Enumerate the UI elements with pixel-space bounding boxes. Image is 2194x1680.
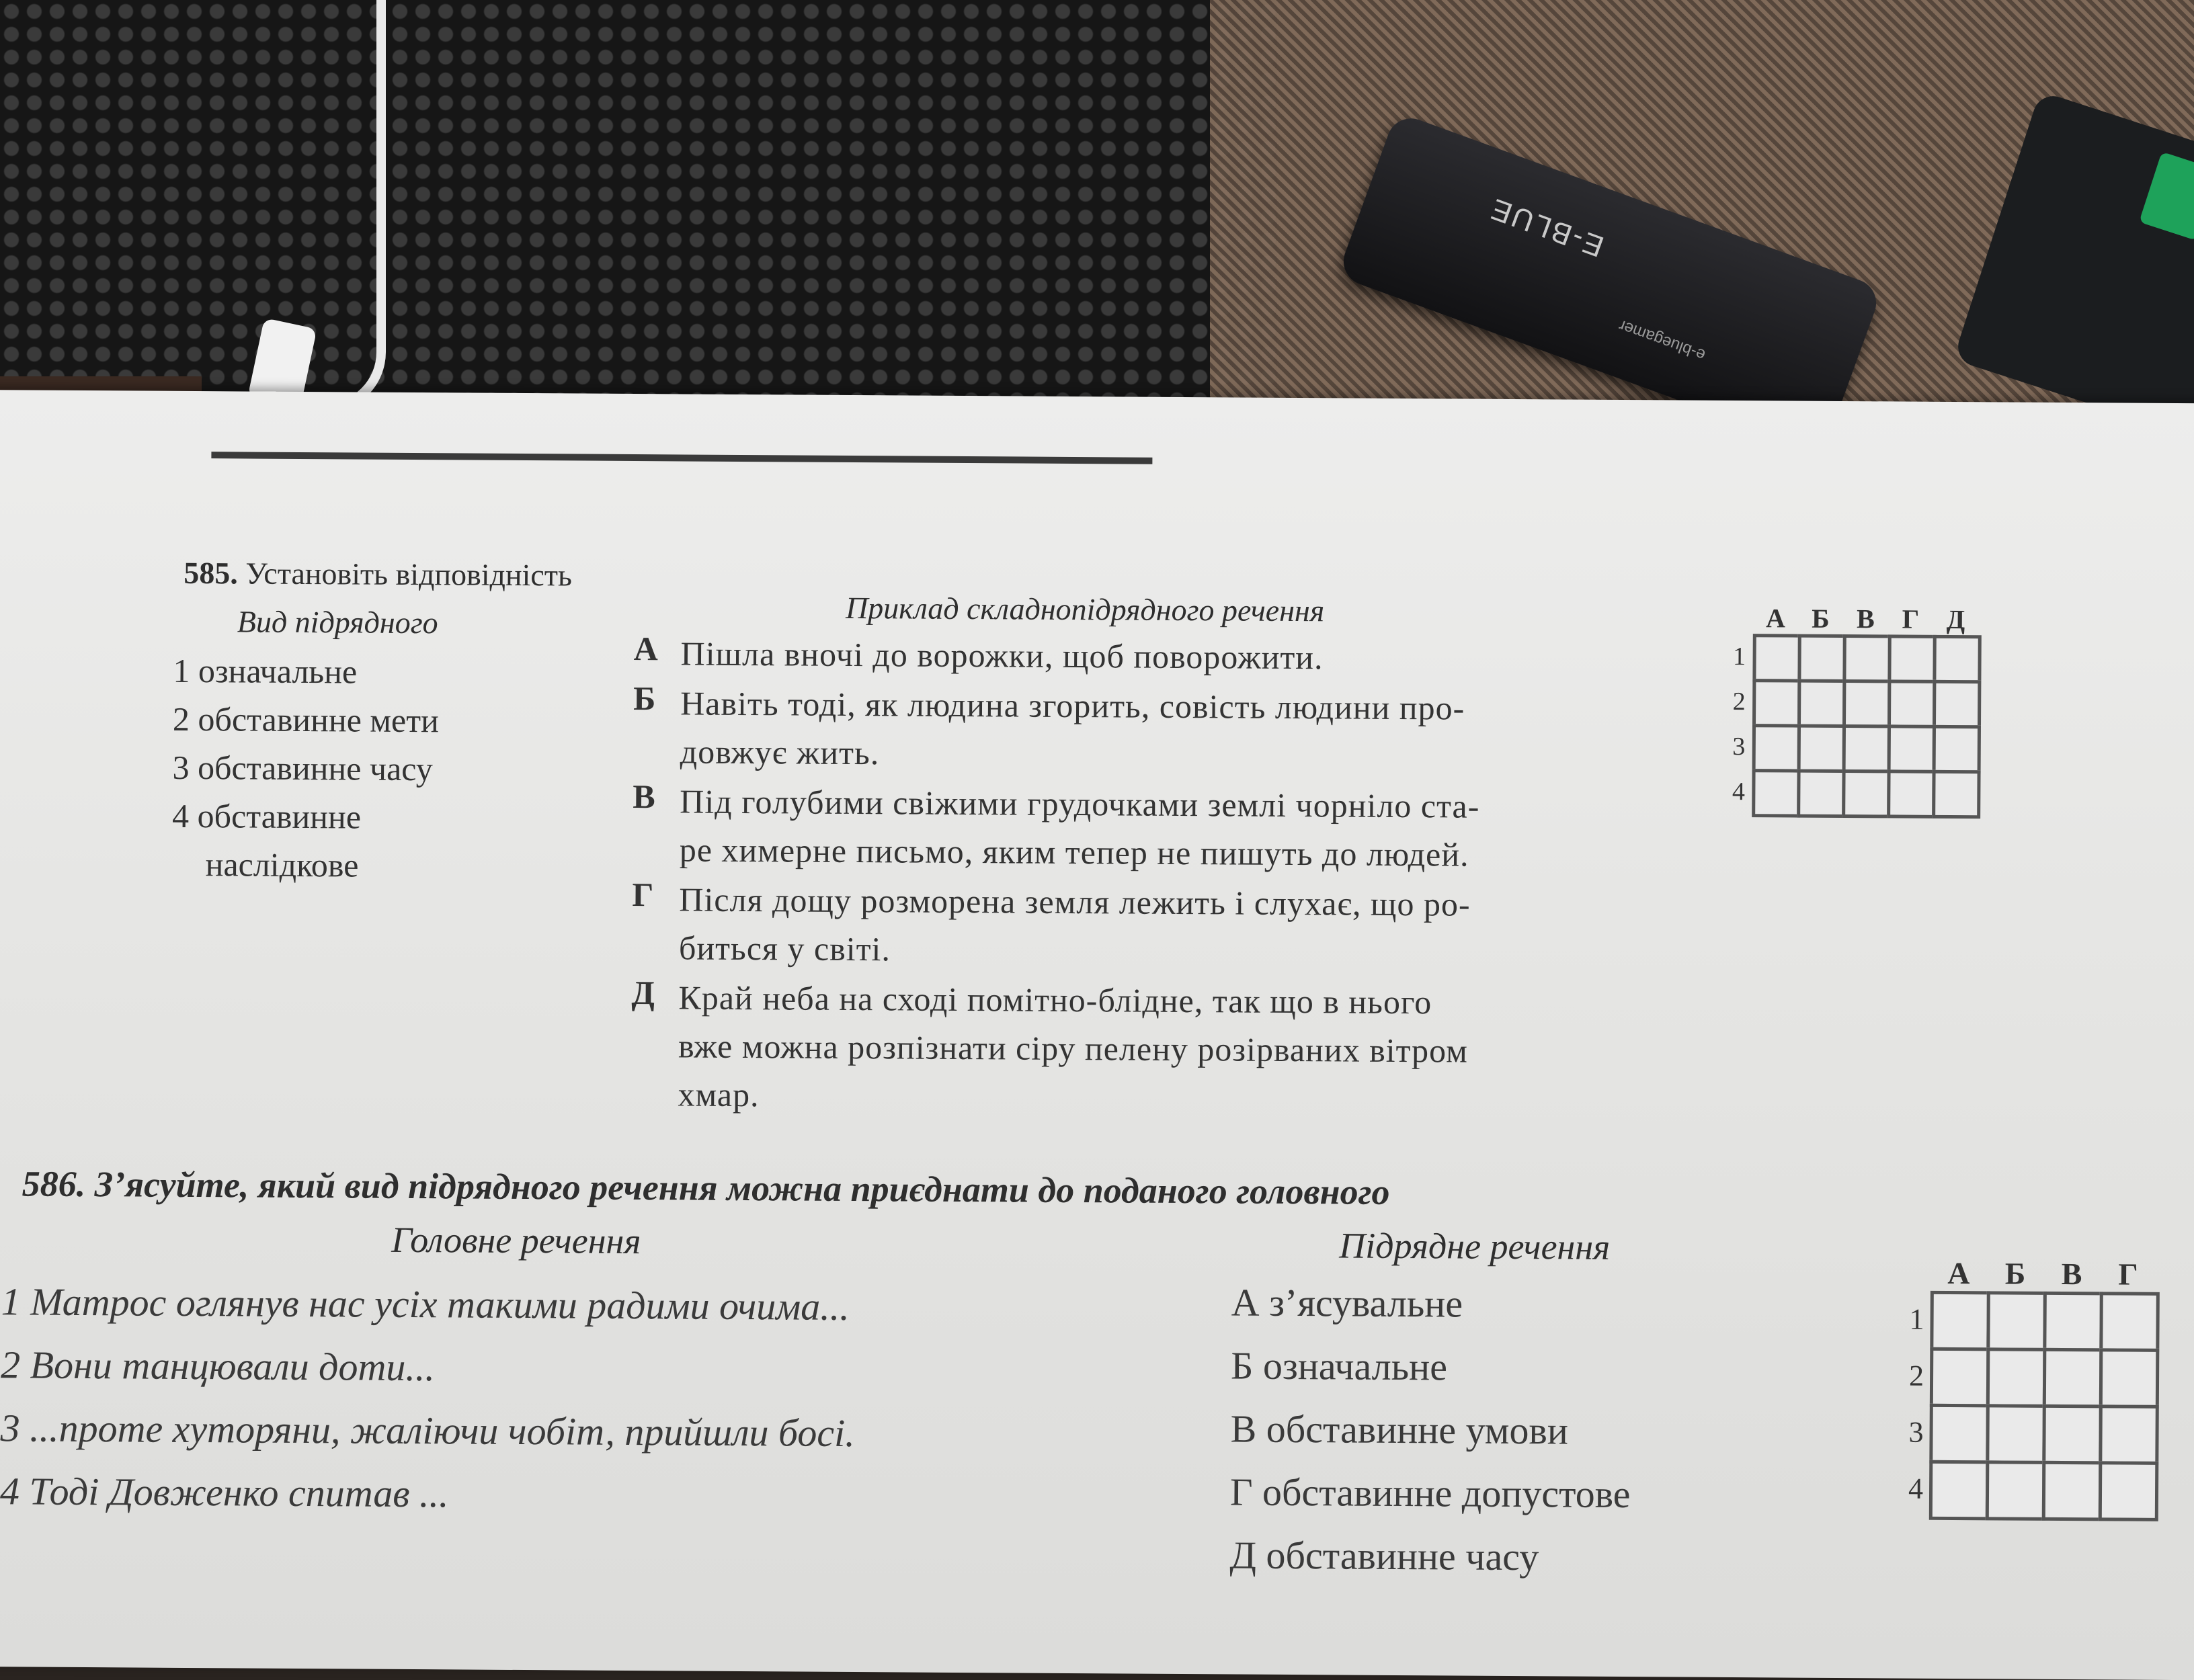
answer-cell[interactable] [1842, 679, 1891, 728]
exercise-585-heading [184, 555, 572, 593]
answer-cell[interactable] [1752, 724, 1801, 772]
option-text: хмар. [678, 1075, 760, 1114]
grid-row-number: 4 [1908, 1472, 1924, 1505]
option-text: Після дощу розморена земля лежить і слухає, що ро- [679, 880, 1471, 923]
grid-column-headers [1931, 1255, 2156, 1292]
grid-column-header: Б [2004, 1256, 2026, 1291]
exercise-586-heading [22, 1163, 1390, 1212]
answer-cell[interactable] [1986, 1347, 2047, 1408]
grid-row-number: 2 [1732, 687, 1746, 716]
grid-column-header: Д [1946, 603, 1965, 635]
answer-cell[interactable] [1930, 1347, 1990, 1408]
option-a [633, 629, 1789, 685]
device-brand-label: E-BLUE [1485, 192, 1609, 263]
list-item: 1 Матрос оглянув нас усіх такими радими очима... [1, 1279, 850, 1329]
exercise-number: 586. [22, 1163, 86, 1205]
option-letter: В [633, 778, 655, 816]
answer-cell[interactable] [1842, 769, 1890, 818]
grid-row-number: 3 [1908, 1415, 1924, 1449]
device-subtext: e-bluegamer [1616, 316, 1708, 364]
grid-row-number: 4 [1732, 777, 1746, 806]
answer-cell[interactable] [2099, 1292, 2160, 1352]
answer-cell[interactable] [1933, 680, 1981, 728]
answer-cell[interactable] [1929, 1404, 1990, 1464]
column-header-right: Приклад складнопідрядного речення [845, 590, 1325, 628]
column-header-left: Вид підрядного [237, 604, 438, 640]
exercise-number: 585. [184, 555, 238, 591]
option-h [632, 875, 1789, 979]
list-item: Б означальне [1230, 1343, 1448, 1389]
grid-row [1725, 769, 1977, 815]
list-item: Г обставинне допустове [1229, 1470, 1631, 1517]
list-item: А з’ясувальне [1231, 1280, 1463, 1326]
main-clause-list [0, 1270, 856, 1528]
black-mat [0, 0, 1277, 430]
answer-cell[interactable] [1797, 769, 1845, 818]
example-sentence-list [631, 629, 1789, 1126]
grid-row [1725, 724, 1978, 770]
answer-cell[interactable] [2099, 1404, 2159, 1465]
answer-cell[interactable] [1797, 679, 1846, 728]
answer-cell[interactable] [2099, 1348, 2160, 1409]
list-item: Д обставинне часу [1229, 1533, 1539, 1579]
grid-row [1902, 1460, 2156, 1518]
answer-cell[interactable] [1752, 769, 1800, 817]
green-key [2139, 152, 2194, 241]
grid-column-headers [1753, 602, 1978, 635]
answer-cell[interactable] [2099, 1461, 2159, 1521]
answer-cell[interactable] [1986, 1291, 2047, 1351]
option-text: Край неба на сході помітно-блідне, так що в нього [678, 978, 1432, 1021]
option-letter: Г [632, 876, 654, 914]
answer-cell[interactable] [1842, 724, 1891, 773]
column-header-right: Підрядне речення [1339, 1225, 1611, 1267]
option-text: Пішла вночі до ворожки, щоб поворожити. [680, 634, 1324, 677]
answer-cell[interactable] [1929, 1460, 1990, 1521]
grid-column-header: В [1856, 603, 1875, 634]
option-v [633, 777, 1789, 881]
option-letter: А [633, 630, 658, 668]
grid-column-header: Б [1812, 603, 1830, 634]
grid-column-header: В [2061, 1257, 2082, 1292]
list-item: наслідкове [205, 845, 359, 884]
worksheet-page [0, 390, 2194, 1680]
grid-row [1903, 1291, 2156, 1349]
exercise-title: З’ясуйте, який вид підрядного речення можна приєднати до поданого головного [94, 1164, 1390, 1212]
list-item: 3 обставинне часу [172, 748, 433, 788]
answer-cell[interactable] [1932, 770, 1980, 818]
answer-cell[interactable] [2043, 1348, 2103, 1409]
answer-cell[interactable] [1752, 679, 1801, 727]
grid-column-header: А [1947, 1255, 1970, 1291]
grid-column-header: Г [2118, 1257, 2138, 1292]
answer-cell[interactable] [2042, 1461, 2103, 1521]
answer-cell[interactable] [1842, 634, 1891, 683]
list-item: 2 обставинне мети [172, 700, 439, 740]
answer-cell[interactable] [1887, 634, 1936, 683]
grid-row [1902, 1404, 2156, 1462]
option-text: Навіть тоді, як людина згорить, совість людини про- [680, 684, 1465, 727]
list-item: В обставинне умови [1230, 1406, 1569, 1453]
grid-row-number: 1 [1732, 642, 1746, 671]
grid-row [1725, 634, 1978, 680]
answer-grid-586 [1902, 1255, 2156, 1518]
grid-row [1903, 1347, 2156, 1405]
grid-row [1725, 679, 1978, 725]
answer-cell[interactable] [1933, 635, 1981, 683]
answer-cell[interactable] [1752, 634, 1801, 682]
exercise-title: Установіть відповідність [245, 556, 573, 593]
option-b [633, 679, 1790, 783]
grid-column-header: Г [1902, 603, 1920, 634]
grid-column-header: А [1765, 603, 1786, 634]
grid-row-number: 3 [1732, 732, 1746, 761]
answer-cell[interactable] [1986, 1404, 2046, 1464]
answer-cell[interactable] [2043, 1292, 2103, 1352]
option-text: Під голубими свіжими грудочками землі чорніло ста- [680, 782, 1480, 825]
answer-cell[interactable] [1986, 1460, 2046, 1521]
option-text: ре химерне письмо, яким тепер не пишуть до людей. [679, 831, 1469, 874]
answer-cell[interactable] [1930, 1291, 1990, 1351]
answer-grid-585 [1725, 602, 1978, 815]
list-item: 2 Вони танцювали доти... [0, 1343, 436, 1390]
option-text: биться у світі. [678, 929, 891, 968]
option-letter: Д [631, 974, 655, 1012]
clause-type-list [171, 646, 439, 890]
subordinate-type-list [1229, 1271, 1631, 1589]
list-item: 4 обставинне [171, 796, 362, 836]
header-rule [211, 452, 1152, 464]
answer-cell[interactable] [1887, 769, 1935, 818]
option-d [631, 973, 1787, 1126]
option-text: довжує жить. [680, 732, 880, 772]
list-item: 4 Тоді Довженко спитав ... [0, 1469, 449, 1516]
option-text: вже можна розпізнати сіру пелену розірваних вітром [678, 1027, 1468, 1070]
answer-cell[interactable] [1933, 725, 1981, 773]
grid-row-number: 2 [1908, 1359, 1924, 1392]
list-item: 3 ...проте хуторяни, жаліючи чобіт, прийшли босі. [0, 1406, 855, 1456]
answer-cell[interactable] [2042, 1404, 2103, 1465]
list-item: 1 означальне [173, 651, 358, 691]
answer-cell[interactable] [1887, 724, 1936, 773]
column-header-left: Головне речення [391, 1219, 641, 1262]
answer-cell[interactable] [1797, 634, 1846, 683]
option-letter: Б [633, 679, 656, 718]
answer-cell[interactable] [1797, 724, 1846, 773]
answer-cell[interactable] [1887, 679, 1936, 728]
grid-row-number: 1 [1909, 1302, 1924, 1336]
